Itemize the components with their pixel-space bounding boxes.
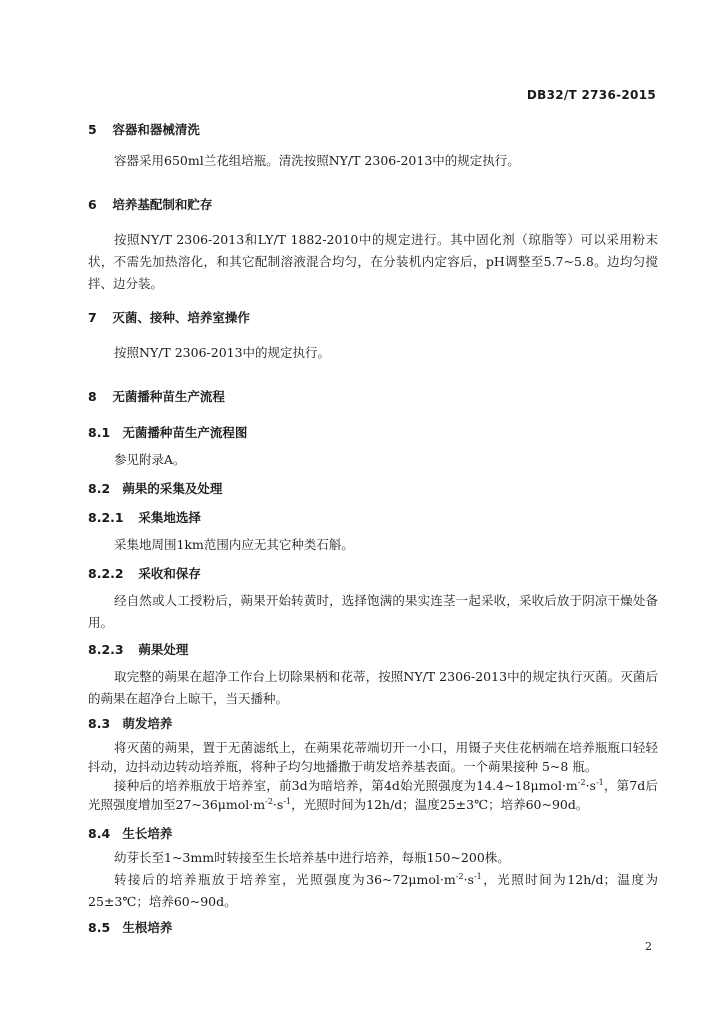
text-run: 转接后的培养瓶放于培养室，光照强度为36~72μmol·m <box>114 872 456 887</box>
section-number: 6 <box>88 197 97 212</box>
section-8-2-1-heading <box>88 508 201 526</box>
superscript: -2 <box>577 777 586 787</box>
section-8-5-heading <box>88 918 172 936</box>
section-title: 蒴果的采集及处理 <box>122 481 223 496</box>
section-number: 8.2.2 <box>88 566 124 581</box>
section-title: 采集地选择 <box>138 510 201 525</box>
section-8-1-heading <box>88 423 247 441</box>
section-title: 无菌播种苗生产流程图 <box>122 425 248 440</box>
superscript: -1 <box>473 871 482 881</box>
section-title: 生根培养 <box>122 920 173 935</box>
superscript: -2 <box>455 871 464 881</box>
text-run: ，光照时间为12h/d；温度25±3℃；培养60~90d。 <box>291 797 589 812</box>
document-code: DB32/T 2736-2015 <box>526 88 656 102</box>
section-8-3-paragraph-1: 将灭菌的蒴果，置于无菌滤纸上，在蒴果花蒂端切开一小口，用镊子夹住花柄端在培养瓶瓶口轻轻抖动，边抖动边转动培养瓶，将种子均匀地播撒于萌发培养基表面。一个蒴果接种 5~8 瓶。 <box>88 740 658 774</box>
section-title: 蒴果处理 <box>138 642 189 657</box>
section-number: 8.3 <box>88 716 111 731</box>
section-8-4-heading <box>88 824 172 842</box>
section-8-2-3-paragraph: 取完整的蒴果在超净工作台上切除果柄和花蒂，按照NY/T 2306-2013中的规定执行灭菌。灭菌后的蒴果在超净台上晾干，当天播种。 <box>88 669 658 706</box>
section-number: 8.4 <box>88 826 111 841</box>
section-8-2-2-heading <box>88 564 201 582</box>
section-8-2-2-paragraph: 经自然或人工授粉后，蒴果开始转黄时，选择饱满的果实连茎一起采收，采收后放于阴凉干燥处备用。 <box>88 593 658 630</box>
superscript: -1 <box>283 796 292 806</box>
section-number: 8.5 <box>88 920 111 935</box>
section-8-2-1-paragraph: 采集地周围1km范围内应无其它种类石斛。 <box>114 537 354 552</box>
text-run: ，光照时间为12h/d；温度为25±3℃；培养60~90d。 <box>88 872 658 909</box>
section-number: 8.2 <box>88 481 111 496</box>
section-number: 5 <box>88 122 97 137</box>
section-7-paragraph: 按照NY/T 2306-2013中的规定执行。 <box>114 345 331 360</box>
section-number: 8 <box>88 389 97 404</box>
section-title: 萌发培养 <box>122 716 173 731</box>
text-run: 接种后的培养瓶放于培养室，前3d为暗培养，第4d始光照强度为14.4~18μmol·m <box>114 778 578 793</box>
section-8-heading <box>88 387 225 405</box>
section-number: 8.1 <box>88 425 111 440</box>
section-title: 无菌播种苗生产流程 <box>112 389 225 404</box>
section-8-2-3-heading <box>88 640 188 658</box>
text-run: ·s <box>272 797 284 812</box>
section-number: 8.2.1 <box>88 510 124 525</box>
section-title: 灭菌、接种、培养室操作 <box>112 310 250 325</box>
section-5-paragraph: 容器采用650ml兰花组培瓶。清洗按照NY/T 2306-2013中的规定执行。 <box>114 153 520 168</box>
section-title: 生长培养 <box>122 826 173 841</box>
section-number: 8.2.3 <box>88 642 124 657</box>
section-5-heading <box>88 120 200 138</box>
section-6-heading <box>88 195 212 213</box>
section-8-4-paragraph-1: 幼芽长至1~3mm时转接至生长培养基中进行培养，每瓶150~200株。 <box>114 850 510 865</box>
text-run: ·s <box>463 872 474 887</box>
section-8-3-paragraph-2 <box>88 776 658 814</box>
section-6-paragraph: 按照NY/T 2306-2013和LY/T 1882-2010中的规定进行。其中固化剂（琼脂等）可以采用粉末状，不需先加热溶化，和其它配制溶液混合均匀，在分装机内定容后，pH调整至5.7~5.8。边均匀搅拌、边分装。 <box>88 232 658 291</box>
text-run: ，第7d后光照强度增加至27~36μmol·m <box>88 778 658 812</box>
page-number: 2 <box>645 940 652 953</box>
section-title: 培养基配制和贮存 <box>112 197 213 212</box>
superscript: -2 <box>265 796 273 806</box>
section-7-heading <box>88 308 250 326</box>
section-8-3-heading <box>88 714 172 732</box>
section-number: 7 <box>88 310 97 325</box>
section-title: 采收和保存 <box>138 566 201 581</box>
section-8-4-paragraph-2 <box>88 869 658 913</box>
section-8-1-paragraph: 参见附录A。 <box>114 452 186 467</box>
superscript: -1 <box>595 777 604 787</box>
text-run: ·s <box>585 778 596 793</box>
section-title: 容器和器械清洗 <box>112 122 200 137</box>
section-8-2-heading <box>88 479 222 497</box>
